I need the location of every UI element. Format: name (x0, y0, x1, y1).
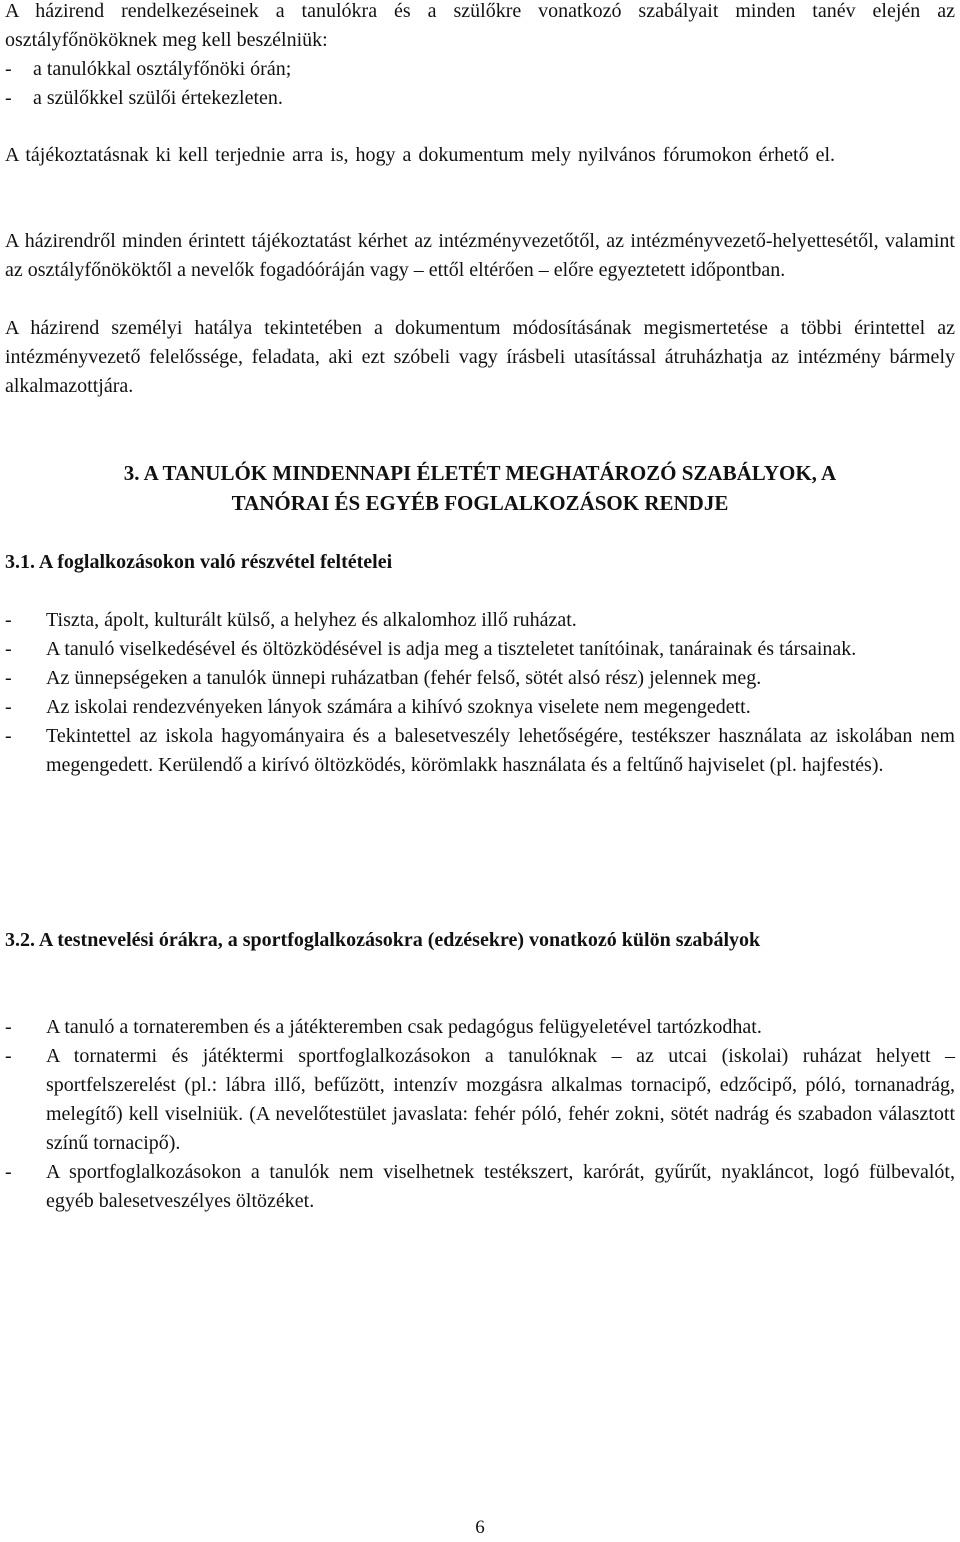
list-item-text: Az ünnepségeken a tanulók ünnepi ruházatban (fehér felső, sötét alsó rész) jelennek meg. (46, 667, 762, 689)
list-bullet: - (5, 58, 12, 80)
list-item-text: A sportfoglalkozásokon a tanulók nem viselhetnek testékszert, karórát, gyűrűt, nyakláncot, logó fülbevalót, egyéb balesetveszélyes öltözéket. (46, 1161, 955, 1212)
list-bullet: - (5, 87, 12, 109)
list-item-text: Tekintettel az iskola hagyományaira és a balesetveszély lehetőségére, testékszer használata az iskolában nem megengedett. Kerülendő a kirívó öltözködés, körömlakk használata és a feltűnő hajviselet (pl. hajfestés). (46, 725, 955, 776)
paragraph-publication: A tájékoztatásnak ki kell terjednie arra is, hogy a dokumentum mely nyilvános fórumokon érhető el. (5, 144, 836, 166)
section-3-heading-line: 3. A TANULÓK MINDENNAPI ÉLETÉT MEGHATÁROZÓ SZABÁLYOK, A (123, 461, 837, 485)
list-bullet: - (5, 725, 12, 747)
list-bullet: - (5, 1045, 12, 1067)
list-bullet: - (5, 638, 12, 660)
list-bullet: - (5, 1016, 12, 1038)
list-item-text: A tornatermi és játéktermi sportfoglalkozásokon a tanulóknak – az utcai (iskolai) ruházat helyett – sportfelszerelést (pl.: lábra illő, befűzött, intenzív mozgásra alkalmas tornacipő, edzőcipő, póló, tornanadrág, melegítő) kell viselniük. (A nevelőtestület javaslata: fehér póló, fehér zokni, sötét nadrág és szabadon választott színű tornacipő). (46, 1045, 955, 1154)
intro-text: A házirend rendelkezéseinek a tanulókra és a szülőkre vonatkozó szabályait minden tanév elején az osztályfőnököknek meg kell beszélniük: (5, 0, 955, 51)
list-item (5, 722, 955, 780)
section-3-heading (0, 458, 960, 518)
list-bullet: - (5, 1161, 12, 1183)
list-item (5, 1042, 955, 1158)
paragraph-information: A házirendről minden érintett tájékoztatást kérhet az intézményvezetőtől, az intézményvezető-helyettesétől, valamint az osztályfőnököktől a nevelők fogadóóráján vagy – ettől eltérően – előre egyeztetett időpontban. (5, 230, 955, 281)
list-item-text: A tanuló viselkedésével és öltözködésével is adja meg a tiszteletet tanítóinak, tanárainak és társainak. (46, 638, 857, 660)
list-item-text: a tanulókkal osztályfőnöki órán; (33, 58, 292, 80)
list-item (5, 1158, 955, 1216)
intro-list-item (5, 84, 955, 113)
list-item (5, 635, 955, 664)
intro-list-item (5, 55, 955, 84)
paragraph-scope: A házirend személyi hatálya tekintetében a dokumentum módosításának megismertetése a többi érintettel az intézményvezető felelőssége, feladata, aki ezt szóbeli vagy írásbeli utasítással átruházhatja az intézmény bármely alkalmazottjára. (5, 317, 955, 397)
list-item (5, 664, 955, 693)
list-item-text: a szülőkkel szülői értekezleten. (33, 87, 283, 109)
section-3-1-heading: 3.1. A foglalkozásokon való részvétel feltételei (5, 551, 393, 573)
list-item-text: Tiszta, ápolt, kulturált külső, a helyhez és alkalomhoz illő ruházat. (46, 609, 577, 631)
intro-paragraph (5, 0, 955, 113)
list-item (5, 606, 955, 635)
list-bullet: - (5, 696, 12, 718)
list-item-text: A tanuló a tornateremben és a játékteremben csak pedagógus felügyeletével tartózkodhat. (46, 1016, 762, 1038)
list-item (5, 693, 955, 722)
section-3-heading-line: TANÓRAI ÉS EGYÉB FOGLALKOZÁSOK RENDJE (231, 491, 729, 515)
list-item (5, 1013, 955, 1042)
list-item-text: Az iskolai rendezvényeken lányok számára a kihívó szoknya viselete nem megengedett. (46, 696, 751, 718)
page-number: 6 (475, 1517, 485, 1538)
section-3-2-heading: 3.2. A testnevelési órákra, a sportfoglalkozásokra (edzésekre) vonatkozó külön szabályok (5, 929, 761, 951)
list-bullet: - (5, 667, 12, 689)
list-bullet: - (5, 609, 12, 631)
